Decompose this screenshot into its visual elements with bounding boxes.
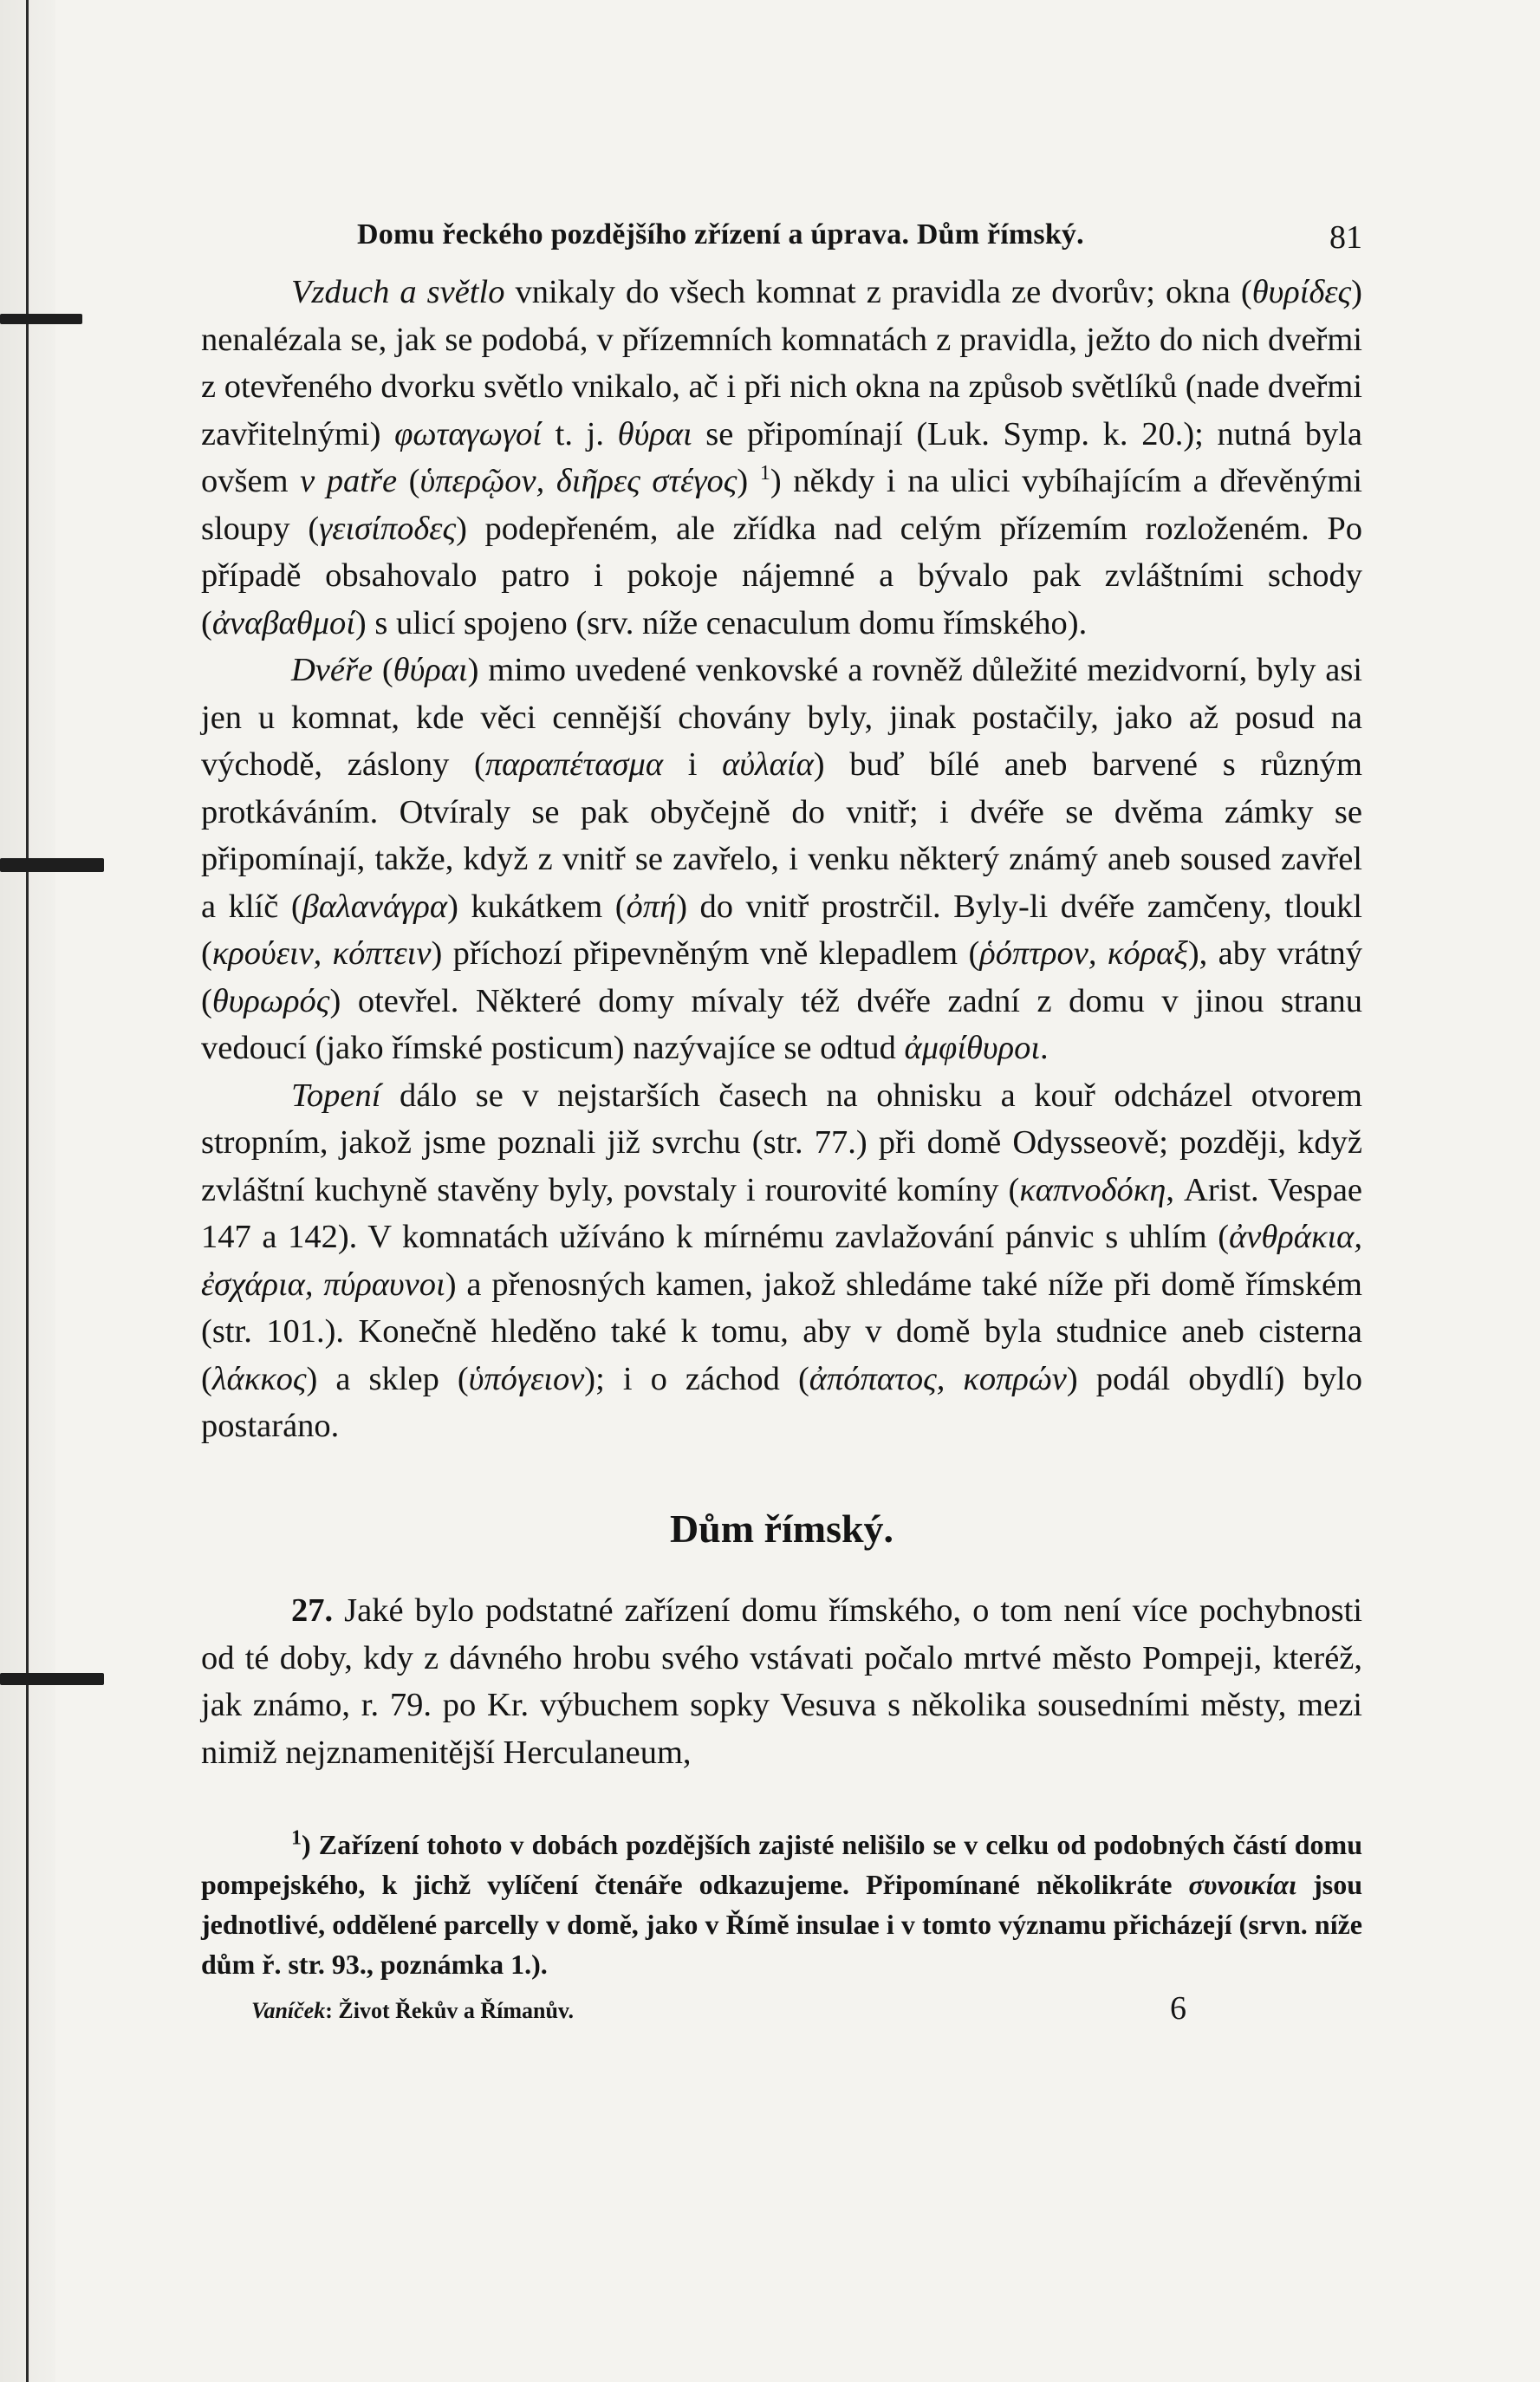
paragraph-roman-house: 27. Jaké bylo podstatné zařízení domu římského, o tom není více pochybnosti od té doby, kdy z dávného hrobu svého vstávati počalo mrtvé město Pompeji, kteréž, jak známo, r. 79. po Kr. výbuchem sopky Vesuva s několika sousedními městy, mezi nimiž nejznamenitější Herculaneum,: [201, 1592, 1362, 1771]
footnote-reference: 1: [759, 462, 770, 485]
footnote-mark: 1: [291, 1826, 302, 1850]
section-heading: Dům římský.: [669, 1506, 894, 1551]
paragraph-air-and-light: Vzduch a světlo vnikaly do všech komnat z pravidla ze dvorův; okna (θυρίδες) nenalézala se, jak se podobá, v přízemních komnatách z pravidla, ježto do nich dveřmi z otevřeného dvorku světlo vnikalo, ač i při nich okna na způsob světlíků (nade dveřmi zavřitelnými) φωταγωγοί t. j. θύραι se připomínají (Luk. Symp. k. 20.); nutná byla ovšem v patře (ὑπερῷον, διῆρες στέγος) $^1$) někdy i na ulici vybíhajícím a dřevěnými sloupy (γεισίποδες) podepřeném, ale zřídka nad celým přízemím rozloženém. Po případě obsahovalo patro i pokoje nájemné a bývalo pak zvláštními schody (ἀναβαθμοί) s ulicí spojeno (srv. níže cenaculum domu římského).: [201, 274, 1363, 641]
running-head-title: Domu řeckého pozdějšího zřízení a úprava. Dům římský.: [357, 218, 1084, 251]
page-number: 81: [1329, 219, 1362, 256]
book-signature: Vaníček: Život Řekův a Římanův.: [251, 1998, 574, 2023]
running-head: [201, 199, 1362, 260]
binding-tab-3: [0, 1673, 104, 1685]
section-number: 27.: [291, 1592, 334, 1629]
spine-line: [26, 0, 29, 2382]
signature-line: [201, 1991, 1362, 2026]
sheet-number: 6: [1170, 1990, 1186, 2027]
binding-tab-2: [0, 858, 104, 872]
footnote: $^1$) Zařízení tohoto v dobách pozdějších zajisté nelišilo se v celku od podobných částí domu pompejského, k jichž vylíčení čtenáře odkazujeme. Připomínané několikráte συνοικίαι jsou jednotlivé, oddělené parcelly v domě, jako v Římě insulae i v tomto významu přicházejí (srvn. níže dům ř. str. 93., poznámka 1.).: [201, 1826, 1363, 1980]
page: [201, 199, 1362, 2026]
paragraph-doors: Dvéře (θύραι) mimo uvedené venkovské a rovněž důležité mezidvorní, byly asi jen u komnat, kde věci cennější chovány byly, jinak postačily, jako až posud na východě, záslony (παραπέτασμα i αὐλαία) buď bílé aneb barvené s různým protkáváním. Otvíraly se pak obyčejně do vnitř; i dvéře se dvěma zámky se připomínají, takže, když z vnitř se zavřelo, i venku některý známý aneb soused zavřel a klíč (βαλανάγρα) kukátkem (ὀπή) do vnitř prostrčil. Byly-li dvéře zamčeny, tloukl (κρούειν, κόπτειν) příchozí připevněným vně klepadlem (ῥόπτρον, κόραξ), aby vrátný (θυρωρός) otevřel. Některé domy mívaly též dvéře zadní z domu v jinou stranu vedoucí (jako římské posticum) nazývajíce se odtud ἀμφίθυροι.: [201, 652, 1363, 1066]
body-text: [201, 269, 1362, 1776]
paragraph-heating: Topení dálo se v nejstarších časech na ohnisku a kouř odcházel otvorem stropním, jakož jsme poznali již svrchu (str. 77.) při domě Odysseově; později, když zvláštní kuchyně stavěny byly, povstaly i rourovité komíny (καπνοδόκη, Arist. Vespae 147 a 142). V komnatách užíváno k mírnému zavlažování pánvic s uhlím (ἀνθράκια, ἐσχάρια, πύραυνοι) a přenosných kamen, jakož shledáme také níže při domě římském (str. 101.). Konečně hleděno také k tomu, aby v domě byla studnice aneb cisterna (λάκκος) a sklep (ὑπόγειον); i o záchod (ἀπόπατος, κοπρών) podál obydlí) bylo postaráno.: [201, 1077, 1362, 1444]
binding-tab-1: [0, 314, 82, 324]
